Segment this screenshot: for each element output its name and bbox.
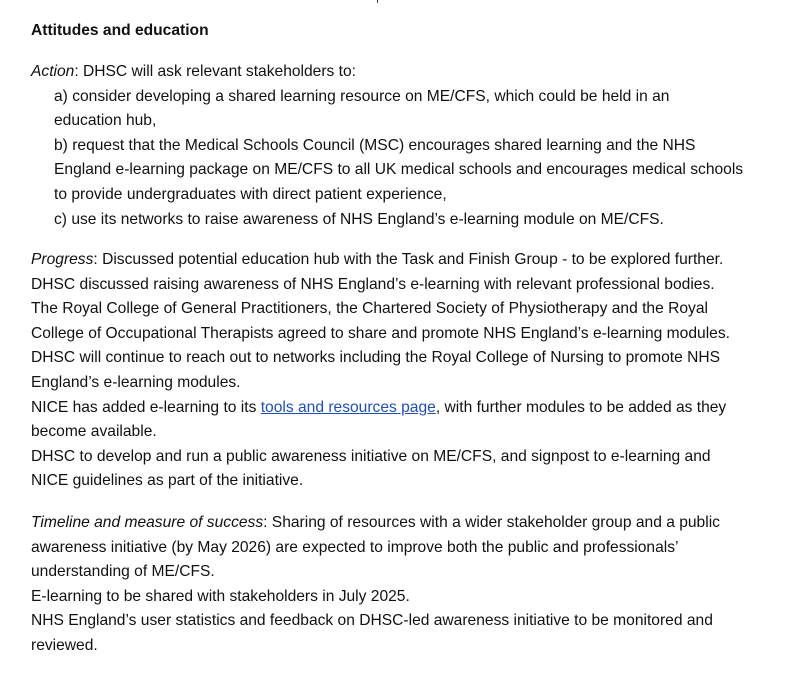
tools-and-resources-link[interactable]: tools and resources page xyxy=(260,398,436,416)
progress-line: DHSC will continue to reach out to networks including the Royal College of Nursing to promote NHS xyxy=(31,349,721,367)
progress-line: College of Occupational Therapists agreed to share and promote NHS England’s e-learning modules. xyxy=(31,324,730,342)
action-intro-line xyxy=(31,60,743,85)
nice-text-before: NICE has added e-learning to its xyxy=(31,398,261,416)
timeline-line: understanding of ME/CFS. xyxy=(31,563,215,581)
timeline-line: E-learning to be shared with stakeholders in July 2025. xyxy=(31,587,410,605)
progress-line: NICE guidelines as part of the initiative. xyxy=(31,472,304,490)
timeline-line: awareness initiative (by May 2026) are expected to improve both the public and professionals’ xyxy=(31,538,679,556)
progress-first-text: : Discussed potential education hub with the Task and Finish Group - to be explored further. xyxy=(93,251,724,268)
section-heading: Attitudes and education xyxy=(31,22,209,39)
timeline-section xyxy=(31,511,720,659)
progress-line: DHSC to develop and run a public awareness initiative on ME/CFS, and signpost to e-learning and xyxy=(31,447,711,465)
action-item-line: England e-learning package on ME/CFS to all UK medical schools and encourages medical schools xyxy=(54,161,744,179)
action-item-line: education hub, xyxy=(54,112,157,130)
timeline-first-line xyxy=(31,511,720,536)
progress-line: become available. xyxy=(31,423,157,441)
timeline-line: reviewed. xyxy=(31,636,98,654)
nice-line xyxy=(31,396,730,421)
page-edge-mark xyxy=(377,0,378,3)
action-label: Action xyxy=(31,63,75,80)
action-item-line: to provide undergraduates with direct patient experience, xyxy=(54,185,447,203)
progress-first-line xyxy=(31,248,730,273)
progress-label: Progress xyxy=(31,251,94,268)
action-item-line: c) use its networks to raise awareness of NHS England’s e-learning module on ME/CFS. xyxy=(54,210,664,228)
timeline-label: Timeline and measure of success xyxy=(31,514,264,531)
timeline-first-text: : Sharing of resources with a wider stakeholder group and a public xyxy=(263,514,720,531)
action-intro: : DHSC will ask relevant stakeholders to: xyxy=(74,63,357,80)
action-item-line: a) consider developing a shared learning resource on ME/CFS, which could be held in an xyxy=(54,87,670,105)
action-section xyxy=(31,60,743,232)
timeline-line: NHS England’s user statistics and feedback on DHSC-led awareness initiative to be monitored and xyxy=(31,612,713,630)
progress-line: England’s e-learning modules. xyxy=(31,373,241,391)
progress-section xyxy=(31,248,730,494)
action-item-line: b) request that the Medical Schools Council (MSC) encourages shared learning and the NHS xyxy=(54,136,696,154)
progress-line: The Royal College of General Practitioners, the Chartered Society of Physiotherapy and the Royal xyxy=(31,300,708,318)
nice-text-after: , with further modules to be added as they xyxy=(435,398,727,416)
progress-line: DHSC discussed raising awareness of NHS England’s e-learning with relevant professional bodies. xyxy=(31,275,715,293)
